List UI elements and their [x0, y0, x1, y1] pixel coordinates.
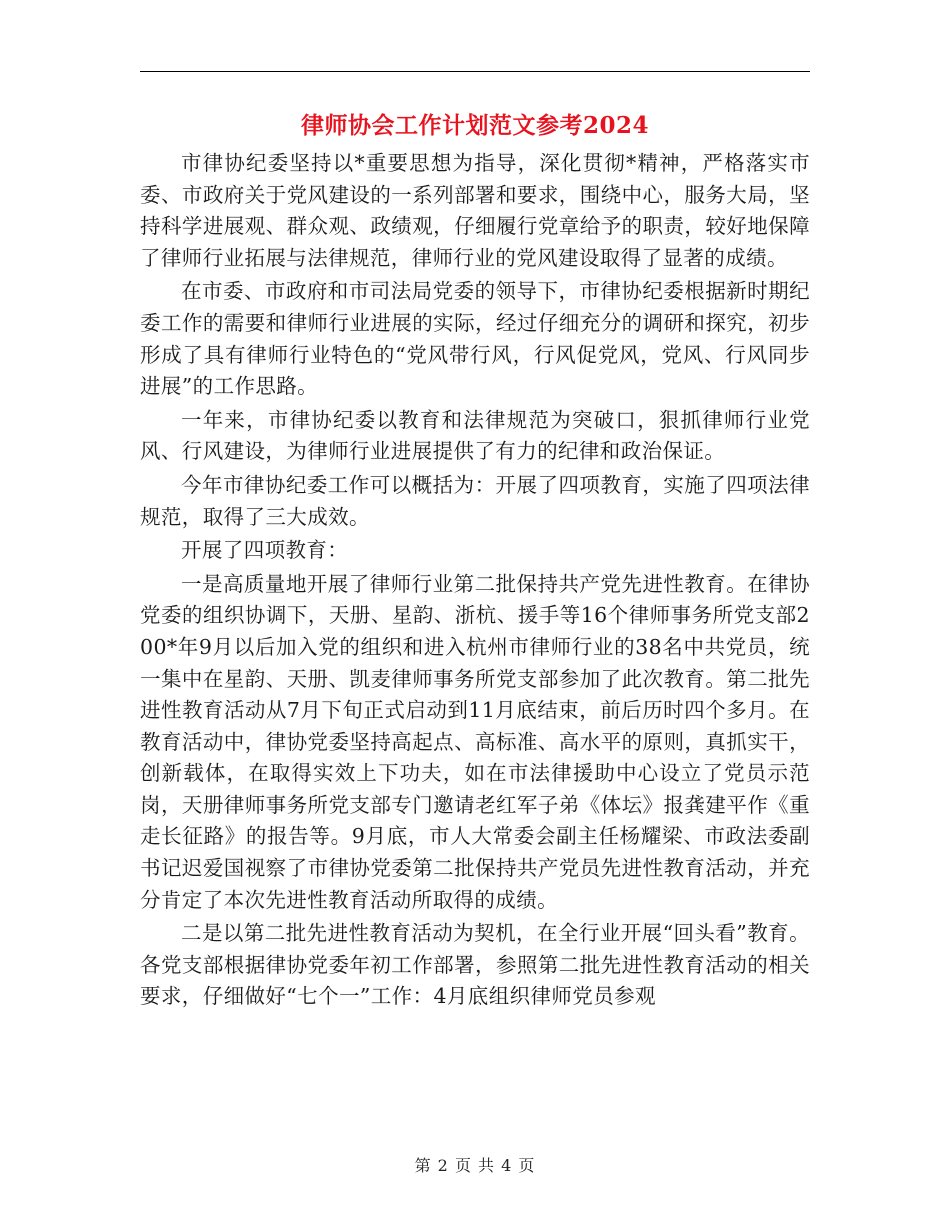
document-body — [140, 148, 810, 1015]
paragraph-2: 在市委、市政府和市司法局党委的领导下，市律协纪委根据新时期纪委工作的需要和律师行业进展的实际，经过仔细充分的调研和探究，初步形成了具有律师行业特色的“党风带行风，行风促党风，党风、行风同步进展”的工作思路。 — [140, 279, 810, 399]
paragraph-6: 一是高质量地开展了律师行业第二批保持共产党先进性教育。在律协党委的组织协调下，天册、星韵、浙杭、援手等16个律师事务所党支部200*年9月以后加入党的组织和进入杭州市律师行业的38名中共党员，统一集中在星韵、天册、凯麦律师事务所党支部参加了此次教育。第二批先进性教育活动从7月下旬正式启动到11月底结束，前后历时四个多月。在教育活动中，律协党委坚持高起点、高标准、高水平的原则，真抓实干，创新载体，在取得实效上下功夫，如在市法律援助中心设立了党员示范岗，天册律师事务所党支部专门邀请老红军子弟《体坛》报龚建平作《重走长征路》的报告等。9月底，市人大常委会副主任杨耀梁、市政法委副书记迟爱国视察了市律协党委第二批保持共产党员先进性教育活动，并充分肯定了本次先进性教育活动所取得的成绩。 — [140, 571, 810, 912]
page-number: 第 2 页 共 4 页 — [414, 1156, 536, 1175]
header-rule — [140, 71, 810, 72]
document-title: 律师协会工作计划范文参考2024 — [300, 112, 649, 139]
paragraph-7: 二是以第二批先进性教育活动为契机，在全行业开展“回头看”教育。各党支部根据律协党委年初工作部署，参照第二批先进性教育活动的相关要求，仔细做好“七个一”工作：4月底组织律师党员参观 — [140, 921, 810, 1009]
paragraph-4: 今年市律协纪委工作可以概括为：开展了四项教育，实施了四项法律规范，取得了三大成效。 — [140, 472, 810, 529]
paragraph-3: 一年来，市律协纪委以教育和法律规范为突破口，狠抓律师行业党风、行风建设，为律师行业进展提供了有力的纪律和政治保证。 — [140, 407, 810, 464]
paragraph-1: 市律协纪委坚持以*重要思想为指导，深化贯彻*精神，严格落实市委、市政府关于党风建设的一系列部署和要求，围绕中心，服务大局，坚持科学进展观、群众观、政绩观，仔细履行党章给予的职责，较好地保障了律师行业拓展与法律规范，律师行业的党风建设取得了显著的成绩。 — [140, 151, 810, 270]
paragraph-5: 开展了四项教育： — [181, 538, 349, 563]
